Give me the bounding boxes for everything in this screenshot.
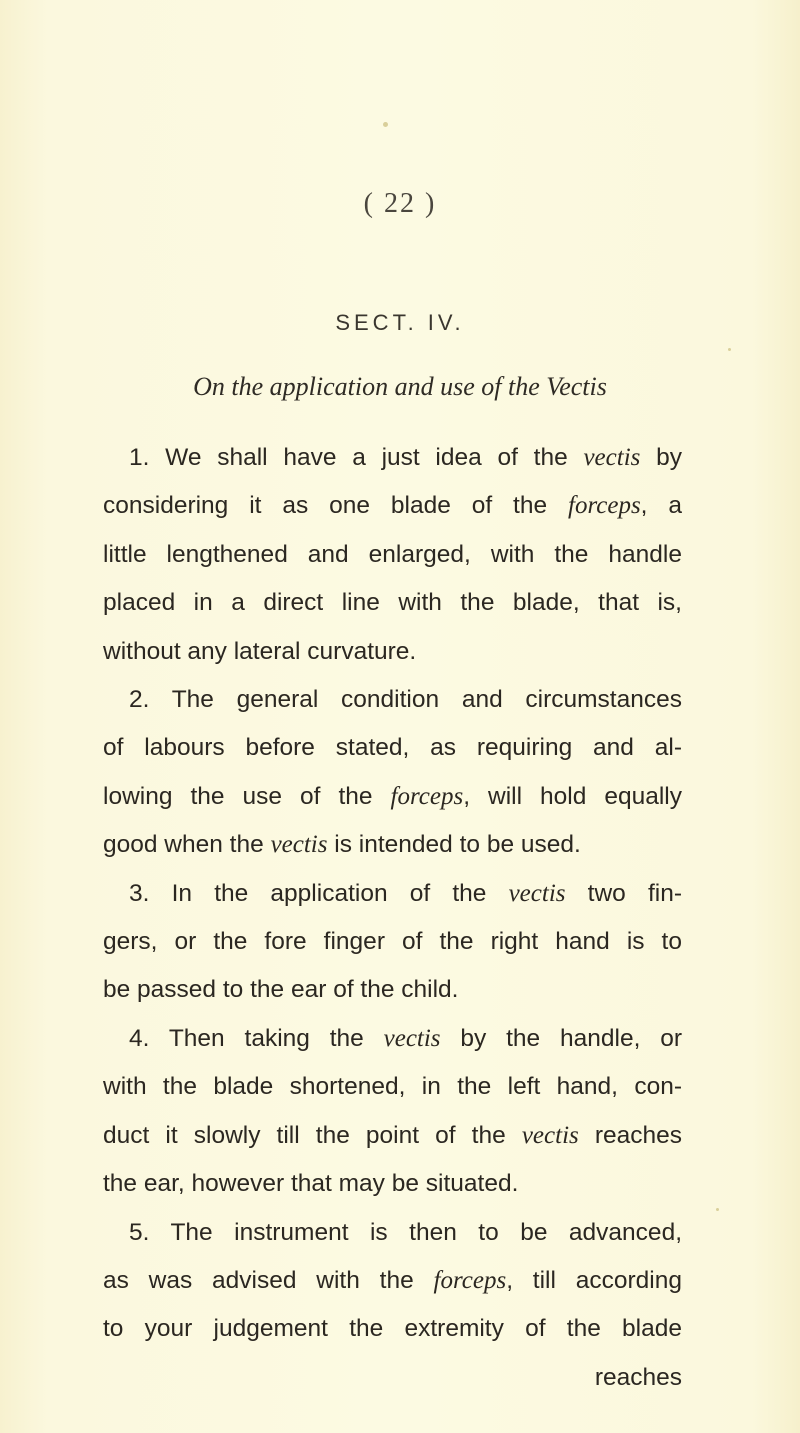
paragraph-5-line-2: as was advised with the forceps, till according (103, 1266, 682, 1294)
paragraph-5-line-3: to your judgement the extremity of the blade (103, 1315, 682, 1343)
paragraph-1-line-2: considering it as one blade of the forceps, a (103, 492, 682, 520)
paragraph-2-line-2: of labours before stated, as requiring and al- (103, 734, 682, 762)
paragraph-2-line-1: 2. The general condition and circumstances (129, 686, 682, 714)
page-number: ( 22 ) (363, 188, 437, 219)
paragraph-2-line-4: good when the vectis is intended to be used. (103, 831, 581, 859)
body-text (103, 434, 682, 1402)
paragraph-5-line-1: 5. The instrument is then to be advanced, (129, 1218, 682, 1246)
paragraph-4-line-3: duct it slowly till the point of the vectis reaches (103, 1121, 683, 1149)
paragraph-1-line-1: 1. We shall have a just idea of the vectis by (129, 444, 682, 471)
paper-speck (728, 348, 731, 351)
paper-speck (383, 122, 388, 127)
paragraph-1-line-4: placed in a direct line with the blade, that is, (103, 589, 682, 617)
paragraph-3-line-1: 3. In the application of the vectis two fin- (129, 879, 682, 907)
paragraph-3-line-3: be passed to the ear of the child. (103, 976, 459, 1004)
paragraph-1-line-5: without any lateral curvature. (103, 637, 417, 665)
paragraph-3-line-2: gers, or the fore finger of the right hand is to (103, 928, 682, 956)
section-title: On the application and use of the Vectis (193, 372, 607, 401)
paragraph-1-line-3: little lengthened and enlarged, with the handle (103, 540, 682, 568)
paragraph-4-line-4: the ear, however that may be situated. (103, 1170, 519, 1198)
section-heading: SECT. IV. (335, 310, 465, 335)
paragraph-4-line-2: with the blade shortened, in the left hand, con- (103, 1073, 682, 1101)
catchword: reaches (594, 1363, 682, 1391)
paper-speck (716, 1208, 719, 1211)
paragraph-4-line-1: 4. Then taking the vectis by the handle, or (129, 1024, 682, 1052)
paragraph-2-line-3: lowing the use of the forceps, will hold equally (103, 782, 682, 810)
